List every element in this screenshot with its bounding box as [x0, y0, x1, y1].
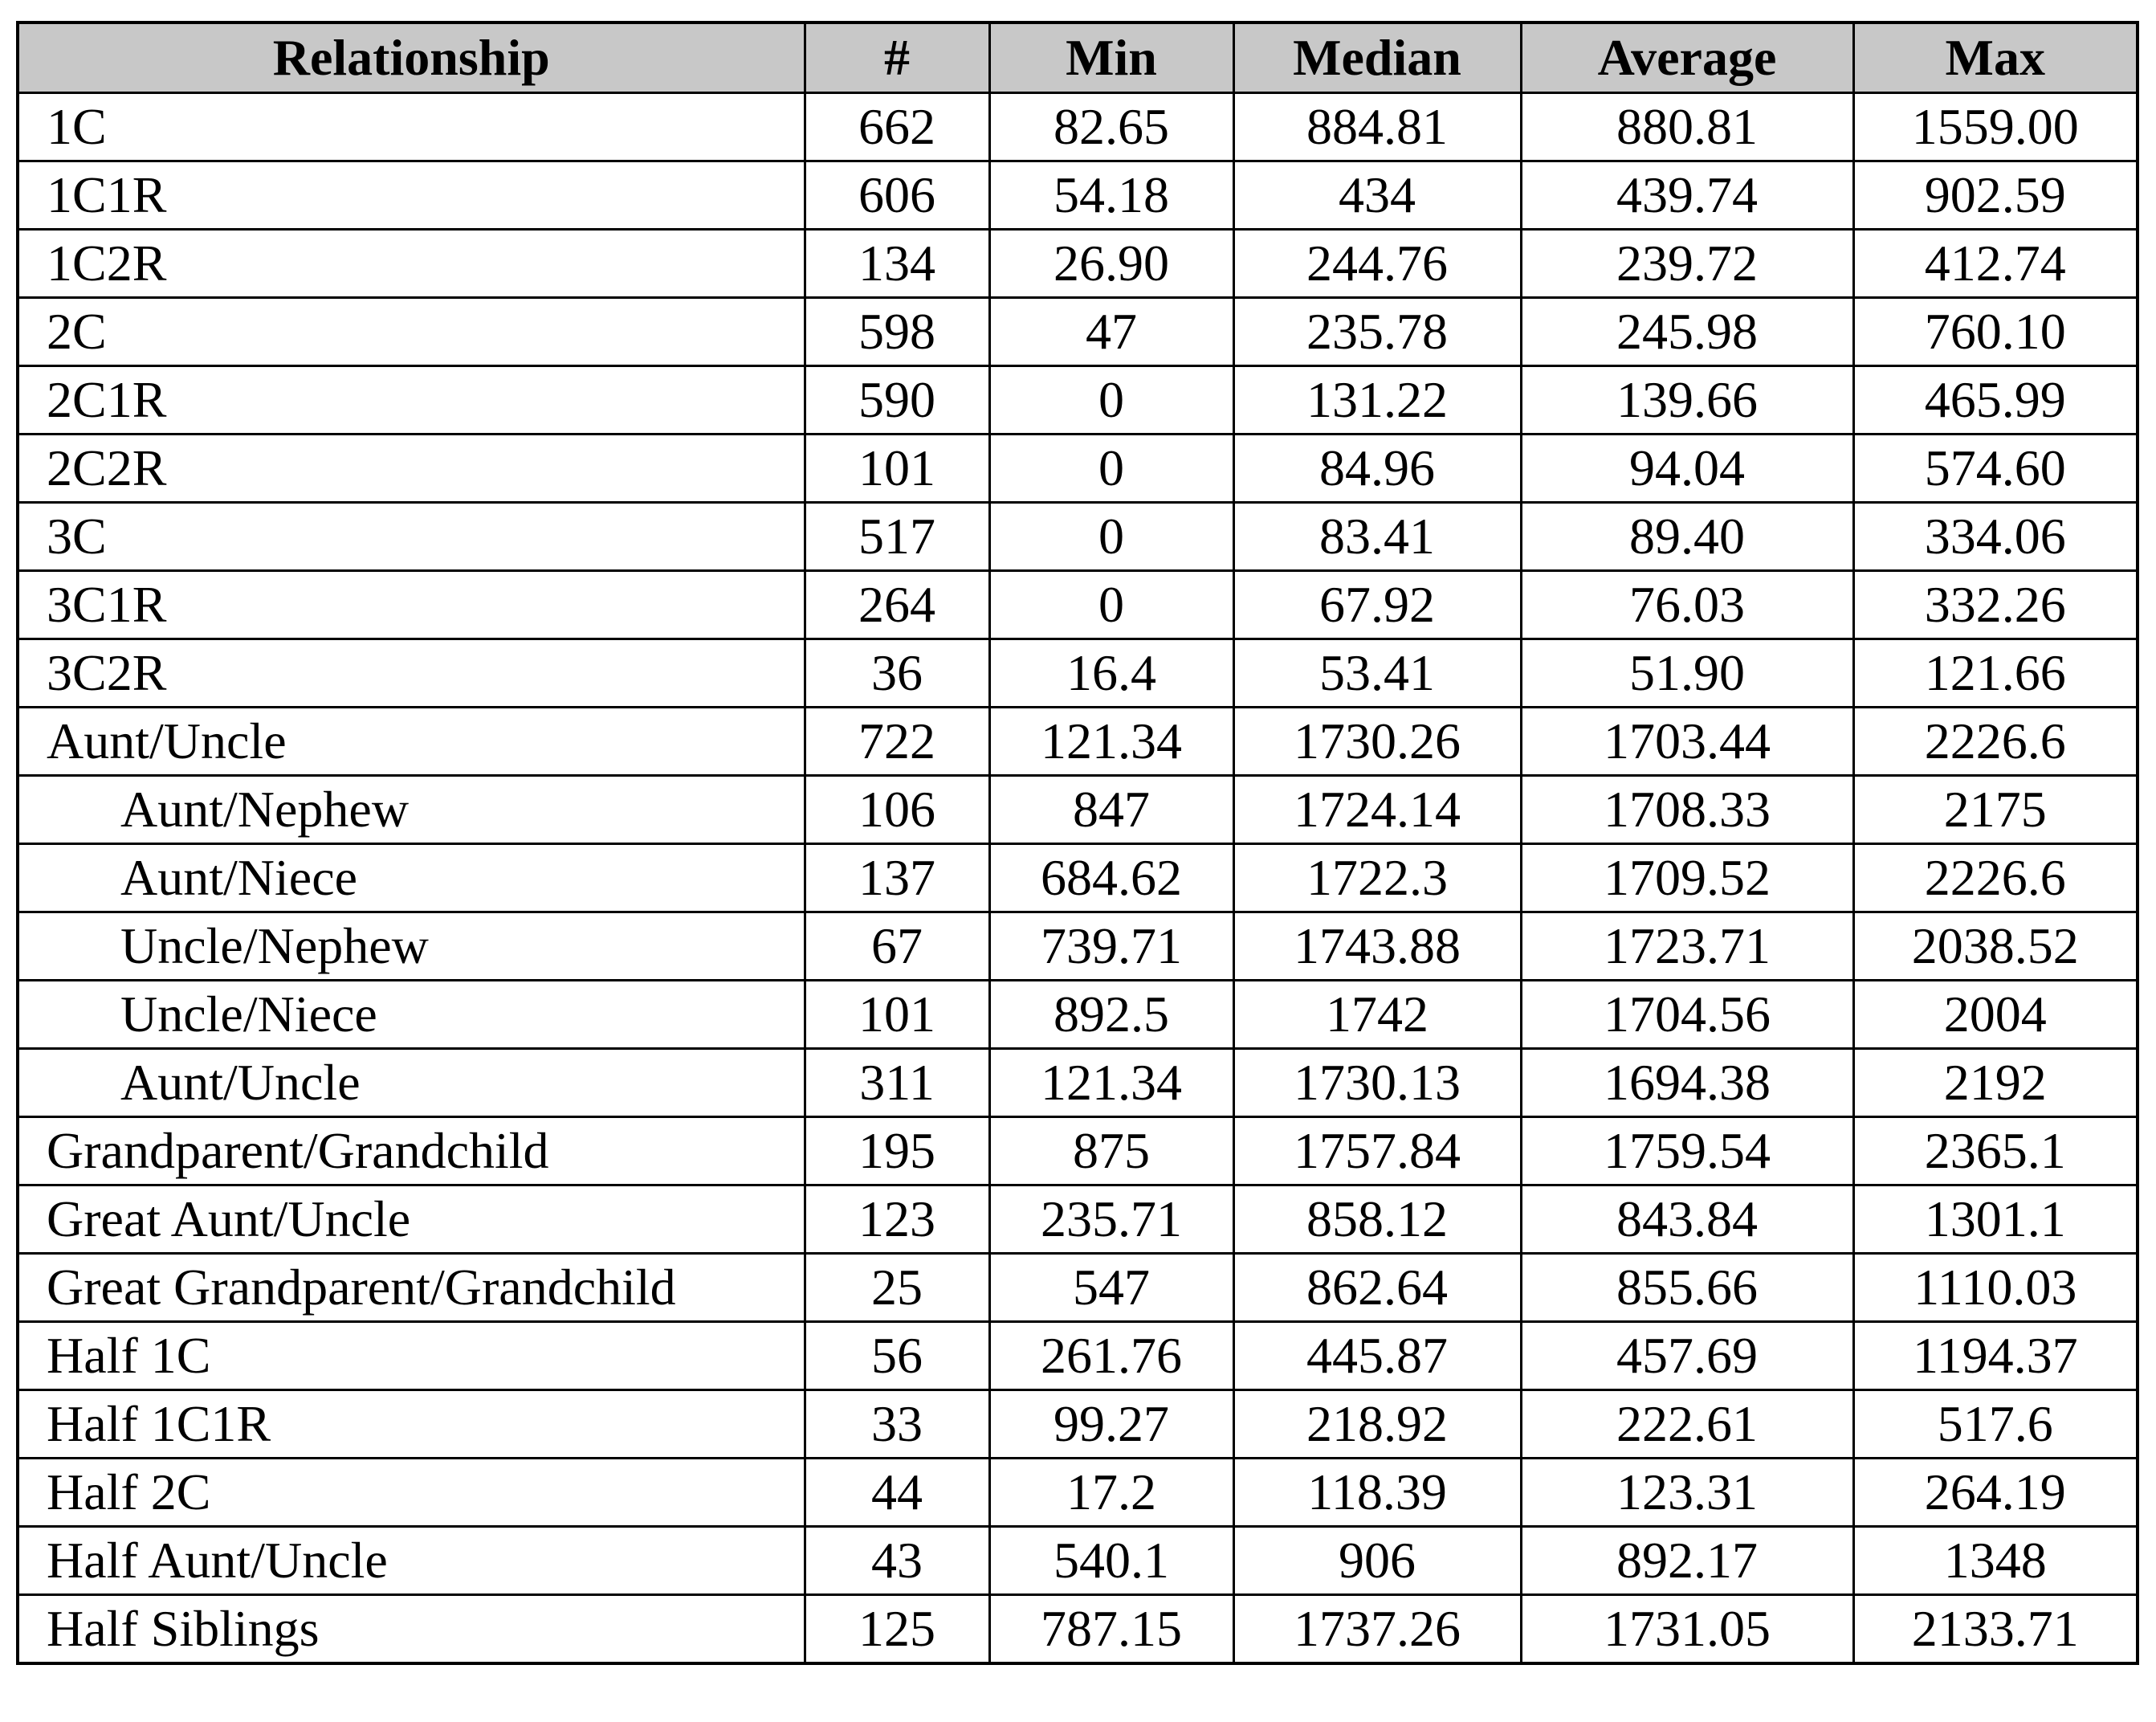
cell-max: 574.60: [1853, 435, 2138, 503]
cell-count: 123: [805, 1185, 989, 1254]
cell-count: 25: [805, 1254, 989, 1322]
cell-max: 517.6: [1853, 1390, 2138, 1459]
cell-relationship: Aunt/Uncle: [18, 1049, 805, 1117]
cell-median: 445.87: [1233, 1322, 1521, 1390]
cell-count: 33: [805, 1390, 989, 1459]
cell-median: 118.39: [1233, 1459, 1521, 1527]
cell-average: 1709.52: [1521, 844, 1853, 912]
cell-relationship: 1C1R: [18, 161, 805, 230]
cell-max: 1348: [1853, 1527, 2138, 1595]
header-median: Median: [1233, 22, 1521, 93]
cell-median: 1737.26: [1233, 1595, 1521, 1664]
cell-min: 82.65: [989, 93, 1233, 161]
cell-median: 862.64: [1233, 1254, 1521, 1322]
cell-median: 244.76: [1233, 230, 1521, 298]
cell-max: 121.66: [1853, 639, 2138, 708]
table-row: [18, 1049, 2138, 1117]
cell-relationship: Great Grandparent/Grandchild: [18, 1254, 805, 1322]
cell-count: 590: [805, 366, 989, 435]
cell-relationship: Half 1C1R: [18, 1390, 805, 1459]
cell-max: 412.74: [1853, 230, 2138, 298]
cell-count: 67: [805, 912, 989, 981]
header-min: Min: [989, 22, 1233, 93]
table-row: [18, 1459, 2138, 1527]
cell-count: 101: [805, 981, 989, 1049]
relationship-stats-table-container: [16, 21, 2139, 1665]
cell-relationship: Aunt/Nephew: [18, 776, 805, 844]
cell-median: 83.41: [1233, 503, 1521, 571]
cell-count: 56: [805, 1322, 989, 1390]
cell-relationship: 2C: [18, 298, 805, 366]
cell-average: 1694.38: [1521, 1049, 1853, 1117]
cell-relationship: 3C: [18, 503, 805, 571]
relationship-stats-table: [16, 21, 2139, 1665]
cell-median: 131.22: [1233, 366, 1521, 435]
cell-max: 1301.1: [1853, 1185, 2138, 1254]
cell-median: 884.81: [1233, 93, 1521, 161]
cell-average: 51.90: [1521, 639, 1853, 708]
cell-min: 17.2: [989, 1459, 1233, 1527]
table-row: [18, 1527, 2138, 1595]
cell-median: 1757.84: [1233, 1117, 1521, 1185]
cell-relationship: Half 2C: [18, 1459, 805, 1527]
cell-max: 1194.37: [1853, 1322, 2138, 1390]
cell-max: 2175: [1853, 776, 2138, 844]
cell-min: 99.27: [989, 1390, 1233, 1459]
cell-min: 26.90: [989, 230, 1233, 298]
cell-min: 0: [989, 503, 1233, 571]
cell-relationship: Half Siblings: [18, 1595, 805, 1664]
header-relationship: Relationship: [18, 22, 805, 93]
cell-max: 1559.00: [1853, 93, 2138, 161]
cell-max: 2133.71: [1853, 1595, 2138, 1664]
cell-min: 847: [989, 776, 1233, 844]
header-count: #: [805, 22, 989, 93]
table-row: [18, 571, 2138, 639]
cell-min: 540.1: [989, 1527, 1233, 1595]
cell-average: 1703.44: [1521, 708, 1853, 776]
cell-relationship: 2C2R: [18, 435, 805, 503]
cell-count: 106: [805, 776, 989, 844]
cell-max: 760.10: [1853, 298, 2138, 366]
cell-count: 598: [805, 298, 989, 366]
cell-average: 880.81: [1521, 93, 1853, 161]
cell-median: 1742: [1233, 981, 1521, 1049]
cell-average: 1708.33: [1521, 776, 1853, 844]
cell-count: 722: [805, 708, 989, 776]
table-row: [18, 1254, 2138, 1322]
header-max: Max: [1853, 22, 2138, 93]
cell-min: 54.18: [989, 161, 1233, 230]
cell-median: 906: [1233, 1527, 1521, 1595]
cell-max: 332.26: [1853, 571, 2138, 639]
cell-average: 1759.54: [1521, 1117, 1853, 1185]
table-header: [18, 22, 2138, 93]
cell-average: 245.98: [1521, 298, 1853, 366]
cell-min: 0: [989, 435, 1233, 503]
cell-relationship: 3C2R: [18, 639, 805, 708]
cell-count: 101: [805, 435, 989, 503]
cell-max: 465.99: [1853, 366, 2138, 435]
cell-relationship: Aunt/Niece: [18, 844, 805, 912]
cell-count: 137: [805, 844, 989, 912]
cell-relationship: 1C2R: [18, 230, 805, 298]
cell-relationship: 3C1R: [18, 571, 805, 639]
cell-median: 1722.3: [1233, 844, 1521, 912]
cell-relationship: 2C1R: [18, 366, 805, 435]
cell-max: 2038.52: [1853, 912, 2138, 981]
table-row: [18, 1390, 2138, 1459]
cell-relationship: Uncle/Niece: [18, 981, 805, 1049]
cell-median: 67.92: [1233, 571, 1521, 639]
cell-max: 334.06: [1853, 503, 2138, 571]
cell-count: 606: [805, 161, 989, 230]
cell-min: 547: [989, 1254, 1233, 1322]
header-row: [18, 22, 2138, 93]
cell-min: 47: [989, 298, 1233, 366]
cell-average: 1704.56: [1521, 981, 1853, 1049]
cell-min: 16.4: [989, 639, 1233, 708]
cell-average: 222.61: [1521, 1390, 1853, 1459]
table-row: [18, 912, 2138, 981]
cell-count: 125: [805, 1595, 989, 1664]
cell-average: 843.84: [1521, 1185, 1853, 1254]
cell-max: 2004: [1853, 981, 2138, 1049]
cell-average: 94.04: [1521, 435, 1853, 503]
cell-relationship: Half 1C: [18, 1322, 805, 1390]
cell-relationship: Half Aunt/Uncle: [18, 1527, 805, 1595]
cell-relationship: Great Aunt/Uncle: [18, 1185, 805, 1254]
cell-count: 44: [805, 1459, 989, 1527]
cell-relationship: Aunt/Uncle: [18, 708, 805, 776]
cell-count: 662: [805, 93, 989, 161]
cell-min: 235.71: [989, 1185, 1233, 1254]
cell-average: 76.03: [1521, 571, 1853, 639]
cell-relationship: Grandparent/Grandchild: [18, 1117, 805, 1185]
cell-median: 1724.14: [1233, 776, 1521, 844]
cell-min: 0: [989, 366, 1233, 435]
cell-min: 892.5: [989, 981, 1233, 1049]
cell-average: 1723.71: [1521, 912, 1853, 981]
cell-count: 195: [805, 1117, 989, 1185]
cell-count: 311: [805, 1049, 989, 1117]
table-row: [18, 366, 2138, 435]
table-row: [18, 1595, 2138, 1664]
cell-median: 858.12: [1233, 1185, 1521, 1254]
cell-count: 134: [805, 230, 989, 298]
cell-median: 1730.13: [1233, 1049, 1521, 1117]
cell-median: 235.78: [1233, 298, 1521, 366]
cell-average: 239.72: [1521, 230, 1853, 298]
cell-count: 517: [805, 503, 989, 571]
cell-average: 892.17: [1521, 1527, 1853, 1595]
cell-median: 1743.88: [1233, 912, 1521, 981]
cell-median: 53.41: [1233, 639, 1521, 708]
cell-max: 2192: [1853, 1049, 2138, 1117]
cell-max: 2226.6: [1853, 844, 2138, 912]
cell-median: 84.96: [1233, 435, 1521, 503]
cell-max: 902.59: [1853, 161, 2138, 230]
cell-min: 121.34: [989, 708, 1233, 776]
table-row: [18, 708, 2138, 776]
cell-average: 1731.05: [1521, 1595, 1853, 1664]
table-row: [18, 1185, 2138, 1254]
table-row: [18, 161, 2138, 230]
cell-average: 139.66: [1521, 366, 1853, 435]
cell-average: 855.66: [1521, 1254, 1853, 1322]
cell-min: 739.71: [989, 912, 1233, 981]
cell-min: 121.34: [989, 1049, 1233, 1117]
cell-average: 89.40: [1521, 503, 1853, 571]
table-row: [18, 298, 2138, 366]
cell-median: 1730.26: [1233, 708, 1521, 776]
cell-count: 264: [805, 571, 989, 639]
table-row: [18, 435, 2138, 503]
table-row: [18, 844, 2138, 912]
cell-min: 684.62: [989, 844, 1233, 912]
table-row: [18, 776, 2138, 844]
table-row: [18, 93, 2138, 161]
cell-max: 264.19: [1853, 1459, 2138, 1527]
cell-median: 218.92: [1233, 1390, 1521, 1459]
table-row: [18, 503, 2138, 571]
cell-average: 439.74: [1521, 161, 1853, 230]
table-row: [18, 639, 2138, 708]
cell-median: 434: [1233, 161, 1521, 230]
table-body: [18, 93, 2138, 1664]
cell-max: 2365.1: [1853, 1117, 2138, 1185]
table-row: [18, 981, 2138, 1049]
cell-min: 787.15: [989, 1595, 1233, 1664]
cell-max: 1110.03: [1853, 1254, 2138, 1322]
cell-min: 261.76: [989, 1322, 1233, 1390]
cell-relationship: 1C: [18, 93, 805, 161]
table-row: [18, 230, 2138, 298]
table-row: [18, 1117, 2138, 1185]
table-row: [18, 1322, 2138, 1390]
cell-average: 457.69: [1521, 1322, 1853, 1390]
header-average: Average: [1521, 22, 1853, 93]
cell-min: 0: [989, 571, 1233, 639]
cell-count: 43: [805, 1527, 989, 1595]
cell-max: 2226.6: [1853, 708, 2138, 776]
cell-min: 875: [989, 1117, 1233, 1185]
cell-count: 36: [805, 639, 989, 708]
cell-average: 123.31: [1521, 1459, 1853, 1527]
cell-relationship: Uncle/Nephew: [18, 912, 805, 981]
